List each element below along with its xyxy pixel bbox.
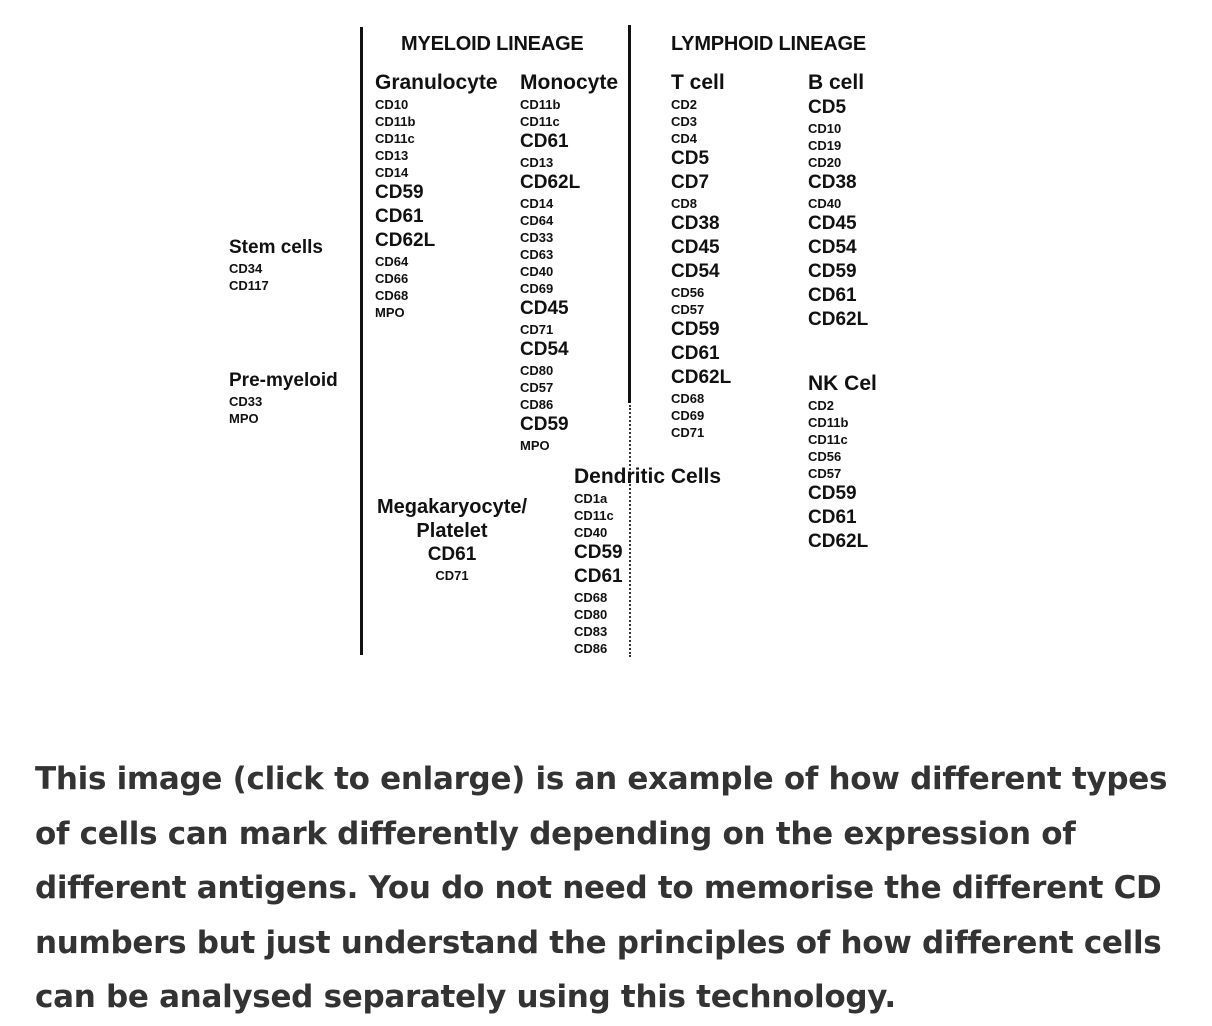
cd-marker: CD61 (520, 131, 569, 152)
cd-marker: CD62L (808, 309, 869, 330)
cd-marker: CD71 (671, 425, 705, 440)
cd-marker: CD61 (671, 343, 720, 364)
cd-marker: CD40 (520, 264, 554, 279)
cd-marker: CD61 (427, 544, 477, 565)
megakaryocyte-title: Megakaryocyte/ (376, 496, 528, 518)
lineage-divider-line (628, 25, 631, 403)
cd-marker: CD13 (375, 148, 409, 163)
cd-marker: CD11b (375, 114, 416, 129)
cd-marker: CD117 (229, 278, 269, 293)
cd-marker: CD59 (574, 542, 623, 563)
cd-marker: CD45 (520, 298, 569, 319)
cd-marker: CD69 (520, 281, 554, 296)
cd-marker: CD2 (808, 398, 835, 413)
myeloid-lineage-header: MYELOID LINEAGE (401, 33, 584, 55)
stem-cells-group (229, 236, 323, 294)
cd-marker: CD11c (375, 131, 415, 146)
cd-marker: CD14 (375, 165, 409, 180)
cd-marker: CD20 (808, 155, 842, 170)
cd-marker: CD40 (574, 525, 608, 540)
granulocyte-group (375, 70, 498, 321)
cd-marker: CD10 (808, 121, 842, 136)
cd-marker: CD80 (574, 607, 608, 622)
cd-marker: CD33 (229, 394, 263, 409)
cd-marker: CD57 (520, 380, 554, 395)
cd-marker: CD11c (520, 114, 560, 129)
stem-cells-markers (229, 260, 323, 294)
cd-marker: CD71 (435, 568, 469, 583)
cd-marker: CD38 (671, 213, 720, 234)
cd-marker: CD8 (671, 196, 698, 211)
cd-marker: CD80 (520, 363, 554, 378)
cd-marker: CD61 (808, 507, 857, 528)
figure-caption: This image (click to enlarge) is an example of how different types of cells can mark differently depending on the expression of different antigens. You do not need to memorise the different CD numbers but just understand the principles of how different cells can be analysed separately using this technology. (35, 761, 1168, 1015)
cd-marker: CD83 (574, 624, 608, 639)
cd-marker: CD59 (520, 414, 569, 435)
t-cell-group (671, 70, 731, 441)
cd-marker: CD69 (671, 408, 705, 423)
megakaryocyte-markers (372, 543, 532, 584)
cd-marker: CD34 (229, 261, 263, 276)
cd-marker: CD62L (808, 531, 869, 552)
cd-marker: CD61 (375, 206, 424, 227)
cd-marker: CD14 (520, 196, 554, 211)
lymphoid-lineage-header: LYMPHOID LINEAGE (671, 33, 866, 55)
cd-marker: CD13 (520, 155, 554, 170)
cd-marker: CD64 (375, 254, 409, 269)
cd-marker: CD11c (574, 508, 614, 523)
cd-marker: CD56 (808, 449, 842, 464)
cd-marker: CD45 (671, 237, 720, 258)
dendritic-cells-title: Dendritic Cells (574, 465, 722, 488)
platelet-title: Platelet (416, 520, 488, 542)
b-cell-group (808, 70, 868, 332)
cd-marker: CD57 (671, 302, 705, 317)
cd-marker: CD59 (808, 261, 857, 282)
stem-cells-title: Stem cells (229, 237, 323, 258)
cd-marker: CD86 (520, 397, 554, 412)
cd-marker: CD66 (375, 271, 409, 286)
cd-marker: CD10 (375, 97, 409, 112)
cd-marker: CD40 (808, 196, 842, 211)
cd-marker: CD11b (520, 97, 561, 112)
dendritic-cells-markers (574, 490, 721, 657)
monocyte-title: Monocyte (520, 71, 619, 94)
cd-marker: CD64 (520, 213, 554, 228)
cd-marker: CD2 (671, 97, 698, 112)
cd-marker: MPO (229, 411, 259, 426)
b-cell-title: B cell (808, 71, 865, 94)
cd-marker: CD11c (808, 432, 848, 447)
granulocyte-markers (375, 96, 498, 321)
myeloid-divider-line (360, 27, 363, 655)
cd-marker: CD61 (574, 566, 623, 587)
cd-marker: CD59 (671, 319, 720, 340)
monocyte-group (520, 70, 618, 454)
cd-marker: CD5 (671, 148, 710, 169)
cd-marker: CD62L (375, 230, 436, 251)
cd-marker: CD3 (671, 114, 698, 129)
cd-marker: CD71 (520, 322, 554, 337)
cd-marker: CD38 (808, 172, 857, 193)
granulocyte-title: Granulocyte (375, 71, 498, 94)
t-cell-markers (671, 96, 731, 441)
cd-marker: CD68 (375, 288, 409, 303)
cd-marker: CD56 (671, 285, 705, 300)
cd-marker: CD54 (520, 339, 569, 360)
cd-marker: CD68 (671, 391, 705, 406)
megakaryocyte-group (372, 495, 532, 584)
pre-myeloid-group (229, 369, 338, 427)
dendritic-cells-group (574, 464, 721, 657)
cd-marker: CD7 (671, 172, 710, 193)
cd-marker: CD33 (520, 230, 554, 245)
pre-myeloid-markers (229, 393, 338, 427)
cd-marker: CD59 (808, 483, 857, 504)
cd-marker: CD59 (375, 182, 424, 203)
cd-marker: CD1a (574, 491, 608, 506)
cd-marker: CD5 (808, 97, 847, 118)
t-cell-title: T cell (671, 71, 725, 94)
cd-marker: CD62L (671, 367, 732, 388)
cd-marker: MPO (375, 305, 405, 320)
cd-marker: CD86 (574, 641, 608, 656)
cd-marker: CD57 (808, 466, 842, 481)
cd-marker: CD54 (671, 261, 720, 282)
pre-myeloid-title: Pre-myeloid (229, 370, 338, 391)
cd-marker: CD4 (671, 131, 698, 146)
b-cell-markers (808, 96, 868, 332)
cd-marker: MPO (520, 438, 550, 453)
cd-marker: CD68 (574, 590, 608, 605)
nk-cell-group (808, 371, 877, 554)
cd-marker: CD11b (808, 415, 849, 430)
cd-marker: CD62L (520, 172, 581, 193)
nk-cell-title: NK Cel (808, 372, 877, 395)
cd-marker: CD61 (808, 285, 857, 306)
cd-marker: CD45 (808, 213, 857, 234)
nk-cell-markers (808, 397, 877, 554)
cd-marker: CD54 (808, 237, 857, 258)
monocyte-markers (520, 96, 618, 454)
cd-marker: CD63 (520, 247, 554, 262)
cd-marker: CD19 (808, 138, 842, 153)
